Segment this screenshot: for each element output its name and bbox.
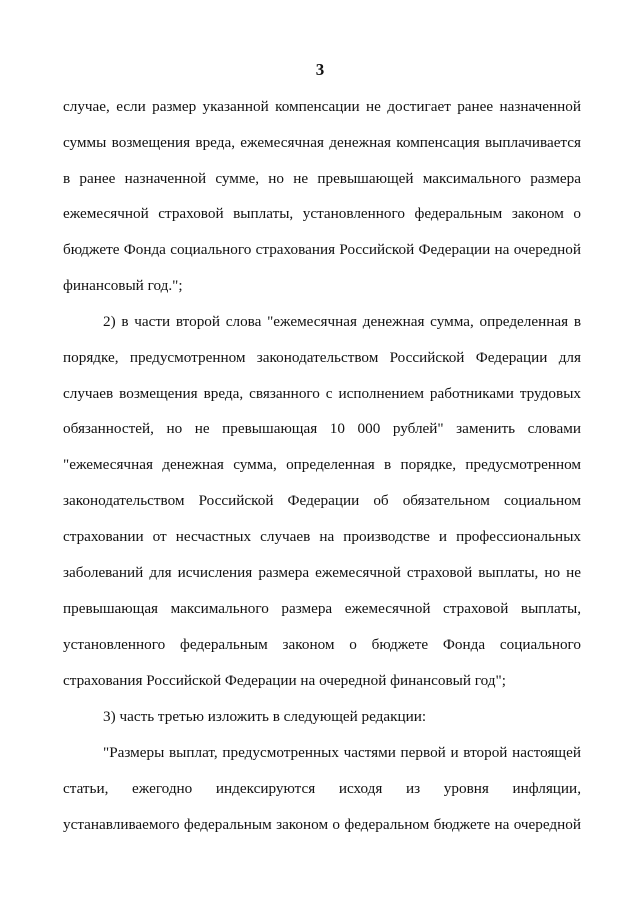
- text-line: "ежемесячная денежная сумма, определенная в порядке, предусмотренном: [63, 456, 581, 473]
- text-line: заболеваний для исчисления размера ежемесячной страховой выплаты, но не: [63, 564, 581, 581]
- text-line: страховании от несчастных случаев на производстве и профессиональных: [63, 528, 581, 545]
- text-line: бюджете Фонда социального страхования Российской Федерации на очередной: [63, 241, 581, 258]
- text-line: в ранее назначенной сумме, но не превышающей максимального размера: [63, 170, 581, 187]
- text-line: статьи, ежегодно индексируются исходя из уровня инфляции,: [63, 780, 581, 797]
- text-line: "Размеры выплат, предусмотренных частями первой и второй настоящей: [103, 744, 581, 761]
- text-line: устанавливаемого федеральным законом о федеральном бюджете на очередной: [63, 816, 581, 833]
- text-line: 3) часть третью изложить в следующей редакции:: [103, 708, 427, 725]
- text-line: случае, если размер указанной компенсации не достигает ранее назначенной: [63, 98, 581, 115]
- text-line: установленного федеральным законом о бюджете Фонда социального: [63, 636, 581, 653]
- text-line: 2) в части второй слова "ежемесячная денежная сумма, определенная в: [103, 313, 581, 330]
- text-line: ежемесячной страховой выплаты, установленного федеральным законом о: [63, 205, 581, 222]
- text-line: превышающая максимального размера ежемесячной страховой выплаты,: [63, 600, 581, 617]
- page-number: 3: [315, 60, 325, 79]
- text-line: порядке, предусмотренном законодательством Российской Федерации для: [63, 349, 581, 366]
- text-line: законодательством Российской Федерации об обязательном социальном: [63, 492, 581, 509]
- text-line: страхования Российской Федерации на очередной финансовый год";: [63, 672, 506, 689]
- text-line: финансовый год.";: [63, 277, 183, 294]
- text-line: случаев возмещения вреда, связанного с исполнением работниками трудовых: [63, 385, 581, 402]
- text-line: суммы возмещения вреда, ежемесячная денежная компенсация выплачивается: [63, 134, 581, 151]
- text-line: обязанностей, но не превышающая 10 000 рублей" заменить словами: [63, 420, 581, 437]
